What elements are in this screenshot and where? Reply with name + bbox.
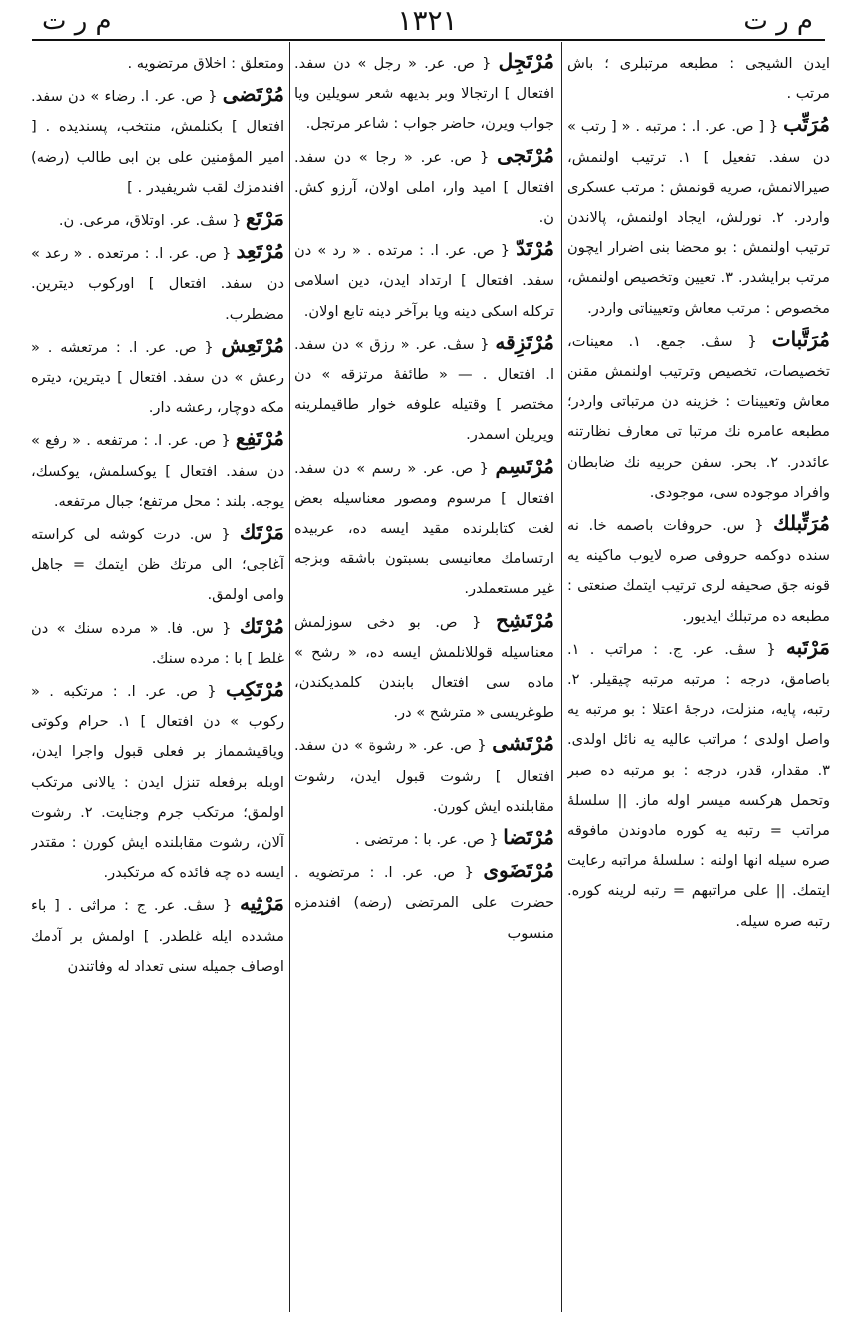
dictionary-entry — [567, 46, 830, 109]
entry-text: { ص. عر. با : مرتضى . — [354, 831, 499, 849]
dictionary-entry — [31, 423, 284, 517]
entry-text: { ص. عر. « رجل » دن سفد. افتعال ] ارتجالا وبر بديهه شعر سويلين ويا جواب ويرن، حاضر جواب : شاعر مرتجل. — [294, 55, 554, 133]
entry-text: { س. فا. « مرده سنك » دن غلط ] با : مرده سنك. — [31, 619, 284, 667]
entry-text: ومتعلق : اخلاق مرتضويه . — [127, 55, 284, 72]
entry-headword: مَرْتَع — [246, 206, 284, 231]
header-rule — [32, 39, 825, 41]
entry-text: { ص. عر. ا. : مرتضويه . حضرت على المرتضى (رضه) افندمزه منسوب — [294, 864, 554, 942]
entry-headword: مُرْتَكِب — [226, 677, 284, 702]
dictionary-entry — [294, 855, 554, 949]
column-middle — [294, 46, 554, 1311]
entry-text: { ص. عر. ا. : مرتكبه . « ركوب » دن افتعال ] ١. حرام وكوتى وياقيشمماز بر فعلى قبول واجرا ايدن، اوبله برفعله تنزل ايدن : يالانى مرتكب اولمق؛ مرتكب جرم وجنايت. ٢. رشوت آلان، رشوت مقابلنده ايش كورن : مقتدر ايسه ده چه فائده كه مرتكبدر. — [31, 683, 284, 882]
entry-text: ايدن الشيجى : مطبعه مرتبلرى ؛ باش مرتب . — [567, 55, 830, 103]
entry-text: { سڤ. عر. ج. : مراتب . ١. باصامق، درجه : مرتبه مرتبه چيقيلر. ٢. رتبه، پايه، منزلت، درجهٔ اعتلا : بو مرتبه يه واصل اولدى ؛ مراتب عاليه يه نائل اولدى. ٣. مقدار، قدر، درجه : بو مرتبه ده صبر وتحمل هركسه ميسر اوله ماز. || سلسلهٔ مراتب = رتبه يه كوره مادوندن مافوقه صره سيله انها اولنه : سلسلهٔ مراتبه رعايت ايتمك. || على مراتبهم = رتبه لرينه كوره. رتبه صره سيله. — [567, 640, 830, 930]
running-head-left: م ر ت — [42, 6, 112, 36]
entry-text: { سڤ. عر. « رزق » دن سفد. ا. افتعال . — « طائفهٔ مرتزقه » دن مختصر ] وقتيله علوفه خوار طاقيملرينه ويريلن اسمدر. — [294, 335, 554, 444]
dictionary-entry — [31, 611, 284, 674]
dictionary-entry — [294, 822, 554, 855]
entry-text: { ص. عر. ا. : مرتفعه . « رفع » دن سفد. افتعال ] يوكسلمش، يوكسك، يوجه. بلند : محل مرتفع؛ جبال مرتفعه. — [31, 432, 284, 510]
entry-text: { ص. عر. « رجا » دن سفد. افتعال ] اميد وار، املى اولان، آرزو كش. ن. — [294, 148, 554, 227]
column-divider — [561, 42, 562, 1312]
dictionary-entry — [294, 728, 554, 822]
entry-headword: مُرْتَدّ — [516, 236, 554, 261]
dictionary-entry — [294, 46, 554, 140]
entry-text: { سڤ. عر. اوتلاق، مرعى. ن. — [58, 212, 242, 230]
dictionary-entry — [31, 236, 284, 330]
entry-headword: مُرَتِّبلك — [773, 511, 830, 536]
entry-text: { [ ص. عر. ا. : مرتبه . « [ رتب » دن سفد. تفعيل ] ١. ترتيب اولنمش، صيرالانمش، صريه قونمش : مرتب عسكرى واردر. ٢. نورلش، ايجاد اولنمش، پالاندن ترتيب اولنمش : بو محضا بنى اضرار ايچون مرتب برايشدر. ٣. تعيين وتخصيص اولنمش، مخصوص : مرتب معاش وتعييناتى واردر. — [567, 118, 830, 317]
dictionary-entry — [567, 109, 830, 323]
entry-headword: مُرْتَزِقه — [495, 329, 554, 354]
dictionary-entry — [567, 508, 830, 632]
entry-text: { ص. عر. ا. رضاء » دن سفد. افتعال ] بكنلمش، منتخب، پسنديده . [ امير المؤمنين على بن ابى طالب (رضه) افندمزك لقب شريفيدر . ] — [31, 88, 284, 196]
entry-headword: مُرْتَعِش — [221, 332, 284, 357]
entry-headword: مُرْتَضا — [503, 825, 554, 850]
column-divider — [289, 42, 290, 1312]
entry-headword: مُرْتَضَوى — [483, 858, 554, 883]
entry-text: { ص. بو دخى سوزلمش معناسيله قوللانلمش ايسه ده، « رشح » ماده سى افتعال بابندن كلمديكندن، طوغريسى « مترشح » در. — [294, 613, 554, 722]
entry-headword: مُرْتَسِم — [495, 453, 554, 478]
entry-headword: مَرْثِيه — [239, 891, 284, 916]
page-number: ١٣٢١ — [397, 4, 458, 37]
entry-headword: مُرْتَضى — [222, 82, 284, 107]
entry-headword: مُرَتِّب — [783, 112, 830, 137]
entry-text: { س. درت كوشه لى كراسته آغاجى؛ الى مرتك ظن ايتمك = جاهل وامى اولمق. — [31, 526, 284, 604]
dictionary-entry — [31, 203, 284, 236]
column-left — [31, 46, 284, 1311]
page-header — [30, 6, 825, 36]
dictionary-entry — [567, 324, 830, 508]
entry-headword: مَرْتَبه — [785, 634, 830, 659]
entry-headword: مُرْتَشِح — [495, 607, 554, 632]
dictionary-entry — [31, 888, 284, 982]
entry-text: { ص. عر. ا. : مرتعشه . « رعش » دن سفد. افتعال ] ديترين، ديتره مكه دوچار، رعشه دار. — [31, 338, 284, 417]
entry-headword: مُرَتَّبات — [771, 326, 830, 351]
entry-text: { ص. عر. « رسم » دن سفد. افتعال ] مرسوم ومصور معناسيله بعض لغت كتابلرنده مقيد ايسه ده، عربيده ارتسامك معانيسى بسبتون باشقه وبزجه غير مستعملدر. — [294, 459, 554, 598]
entry-text: { س. حروفات باصمه خا. نه سنده دوكمه حروفى صره لايوب ماكينه يه قونه جق صحيفه لرى ترتيب ايتمك صنعتى : مطبعه ده مرتبلك ايديور. — [567, 517, 830, 625]
dictionary-entry — [294, 233, 554, 327]
entry-text: { سڤ. عر. ج : مراثى . [ باء مشدده ايله غلطدر. ] اولمش بر آدمك اوصاف جميله سنى تعداد له وفاتندن — [31, 897, 284, 975]
entry-headword: مُرْتَجى — [497, 142, 554, 167]
entry-headword: مُرْتَعِد — [236, 239, 284, 264]
dictionary-entry — [31, 79, 284, 203]
entry-headword: مُرْتَك — [239, 613, 284, 638]
dictionary-entry — [294, 605, 554, 729]
dictionary-entry — [294, 327, 554, 451]
dictionary-entry — [31, 517, 284, 611]
entry-headword: مُرْتَفِع — [235, 426, 284, 451]
dictionary-entry — [31, 46, 284, 79]
entry-headword: مُرْتَشى — [492, 731, 554, 756]
running-head-right: م ر ت — [743, 6, 813, 36]
entry-text: { ص. عر. ا. : مرتده . « رد » دن سفد. افتعال ] ارتداد ايدن، دين اسلامى تركله اسكى دينه ويا برآخر دينه تابع اولان. — [294, 242, 554, 320]
column-right — [567, 46, 830, 1311]
entry-headword: مُرْتَجِل — [498, 49, 554, 73]
entry-text: { ص. عر. « رشوة » دن سفد. افتعال ] رشوت قبول ايدن، رشوت مقابلنده ايش كورن. — [294, 737, 554, 815]
entry-text: { سڤ. جمع. ١. معينات، تخصيصات، تخصيص وترتيب اولنمش مقنن معاش وتعيينات : خزينه دن مرتباتى واردر؛ مطبعه عامره نك مرتبا تى معارف نظارتنه عائددر. ٢. بحر. سفن حربيه نك ضابطان وافراد موجوده سى، موجودى. — [567, 332, 830, 501]
entry-headword: مَرْتَك — [239, 520, 284, 545]
dictionary-entry — [294, 451, 554, 605]
dictionary-entry — [31, 330, 284, 424]
dictionary-entry — [567, 632, 830, 937]
entry-text: { ص. عر. ا. : مرتعده . « رعد » دن سفد. افتعال ] اوركوب ديترين. مضطرب. — [31, 245, 284, 323]
dictionary-entry — [294, 140, 554, 234]
dictionary-entry — [31, 674, 284, 888]
